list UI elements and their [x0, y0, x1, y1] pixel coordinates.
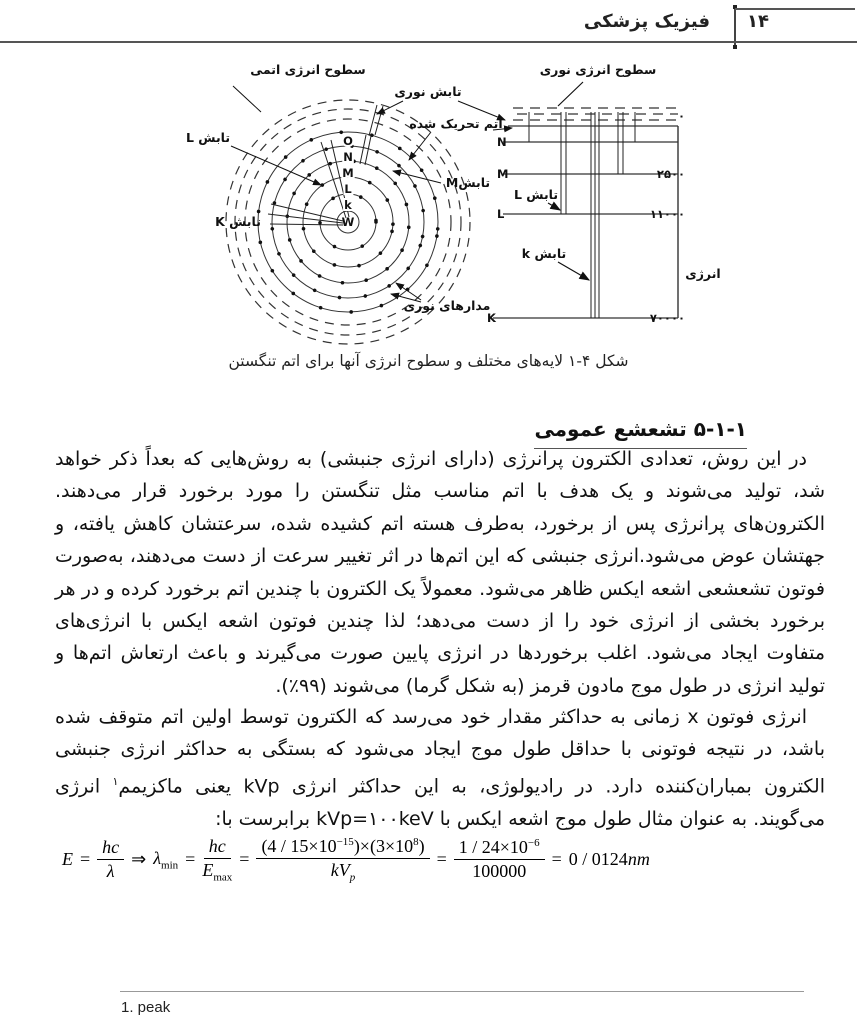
- figure-caption: شکل ۴-۱ لایه‌های مختلف و سطوح انرژی آنها برای اتم تنگستن: [228, 352, 629, 370]
- header-top-rule: [735, 8, 855, 10]
- label-energy-axis: انرژی: [685, 266, 721, 281]
- label-excited-atom: اتم تحریک شده: [409, 116, 503, 131]
- eq-fraction-hc-emax: $\frac{hc}{E_{max}}$: [202, 836, 233, 884]
- eq-fraction-numeric: $\frac{1 / 24\times 10^{-6}}{100000}$: [454, 837, 545, 882]
- eq-equals-3: =: [239, 849, 250, 870]
- label-radiation-L-atom: تابش L: [185, 130, 231, 145]
- level-label-M: M: [497, 167, 509, 181]
- header-divider-dot-bottom: [733, 45, 737, 49]
- level-label-K: K: [487, 311, 496, 325]
- shell-label-N: N: [343, 150, 353, 164]
- shell-label-L: L: [344, 182, 352, 196]
- shell-label-O: O: [343, 134, 353, 148]
- label-radiation-k-diagram: تابش k: [521, 246, 567, 261]
- level-value-2500: ۲۵۰۰: [656, 167, 685, 181]
- eq-implies-arrow: ⇒: [131, 849, 147, 870]
- eq-result: 0 / 0124nm: [568, 849, 650, 870]
- figure-svg: [163, 56, 738, 348]
- eq-fraction-constants-kvp: $\frac{(4 / 15\times 10^{-15})\times(3\times 10^8)}{kV_p}$: [256, 836, 429, 884]
- label-atomic-energy-levels: سطوح انرژی اتمی: [250, 62, 366, 77]
- eq-equals-1: =: [80, 849, 91, 870]
- label-radiation-L-diagram: تابش L: [513, 187, 559, 202]
- level-label-L: L: [497, 207, 505, 221]
- paragraph-general-radiation: در این روش، تعدادی الکترون پرانرژی (دارای انرژی جنبشی) به روش‌هایی که بعداً ذکر خواهد شد، تولید می‌شوند و یک هدف با اتم مناسب مثل تنگستن را مورد برخورد قرار می‌دهند. الکترون‌های پرانرژی پس از برخورد، به‌طرف هسته اتم کشیده شده، سرعتشان کاهش یافته، و جهتشان عوض می‌شود.انرژی جنبشی که این اتم‌ها در اثر تغییر سرعت از دست می‌دهند، به‌صورت فوتون تشعشعی اشعه ایکس ظاهر می‌شود. معمولاً یک الکترون با چندین اتم برخورد کرده و در هر برخورد بخشی از انرژی خود را از دست می‌دهد؛ لذا چندین فوتون اشعه ایکس با انرژی‌های متفاوت ایجاد می‌شود. اغلب برخوردها در انرژی پایین صورت می‌گیرند و باعث ارتعاش اتم‌ها و تولید انرژی در طول موج مادون قرمز (به شکل گرما) می‌شوند (۹۹٪).: [55, 448, 825, 697]
- level-value-0: ۰: [677, 109, 685, 123]
- eq-E: E: [62, 849, 73, 870]
- page-number: ۱۴: [747, 11, 769, 32]
- atom-diagram: [186, 62, 512, 344]
- energy-level-diagram: [487, 62, 721, 325]
- label-optical-orbits: مدارهای نوری: [403, 298, 491, 313]
- paragraph-photon-energy: [55, 701, 825, 835]
- label-optical-energy-levels: سطوح انرژی نوری: [539, 62, 657, 77]
- level-value-11000: ۱۱۰۰۰: [649, 207, 685, 221]
- figure-tungsten-energy-levels: [163, 56, 738, 352]
- level-label-N: N: [497, 135, 507, 149]
- eq-equals-4: =: [436, 849, 447, 870]
- paragraph-photon-energy-text: انرژی فوتون x زمانی به حداکثر مقدار خود می‌رسد که الکترون توسط اولین اتم متوقف شده باشد، در نتیجه فوتونی با حداقل طول موج ایجاد می‌شود که بستگی به حداکثر انرژی جنبشی الکترون بمباران‌کننده دارد. در رادیولوژی، به این حداکثر انرژی kVp یعنی ماکزیمم: [55, 706, 825, 798]
- paragraph-photon-energy-text-cont: انرژی می‌گویند. به عنوان مثال طول موج اشعه ایکس با ‪kVp=۱۰۰keV‬ برابرست با:: [55, 775, 825, 830]
- shell-label-M: M: [342, 166, 354, 180]
- label-radiation-M: تابشM: [445, 175, 491, 190]
- wavelength-equation: [62, 836, 650, 884]
- shell-label-k: k: [344, 198, 352, 212]
- section-heading: ۵-۱-۱ تشعشع عمومی: [534, 417, 747, 449]
- eq-equals-5: =: [551, 849, 562, 870]
- footnote-peak: 1. peak: [121, 999, 171, 1016]
- label-radiation-K-atom: تابش K: [215, 214, 261, 229]
- header-rule: [0, 41, 857, 43]
- nucleus-label-W: W: [341, 215, 355, 229]
- level-value-70000: ۷۰۰۰۰: [649, 311, 685, 325]
- footnote-marker: ۱: [112, 774, 119, 788]
- eq-equals-2: =: [185, 849, 196, 870]
- eq-lambda-min: $\lambda_{min}$: [153, 848, 179, 872]
- label-light-radiation: تابش نوری: [394, 84, 462, 99]
- eq-fraction-hc-lambda: $\frac{hc}{\lambda}$: [97, 837, 124, 882]
- footnote-rule: [120, 991, 804, 992]
- book-title: فیزیک پزشکی: [583, 11, 710, 32]
